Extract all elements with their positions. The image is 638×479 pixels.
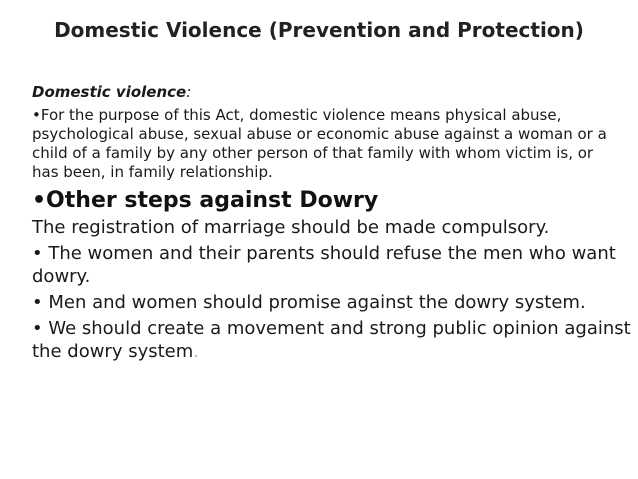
point-registration: The registration of marriage should be made compulsory. bbox=[32, 217, 550, 238]
section-heading: •Other steps against Dowry bbox=[32, 188, 379, 213]
point-refuse-dowry: • The women and their parents should refuse the men who want dowry. bbox=[32, 243, 616, 287]
subheading-text: Domestic violence bbox=[32, 83, 187, 101]
definition-paragraph: •For the purpose of this Act, domestic violence means physical abuse, psychological abuse, sexual abuse or economic abuse against a woman or a child of a family by any other person of that family with whom victim is, or has been, in family relationship. bbox=[32, 106, 607, 181]
point-promise: • Men and women should promise against the dowry system. bbox=[32, 292, 586, 313]
point-movement bbox=[32, 317, 632, 363]
point-movement-end: . bbox=[193, 341, 200, 362]
subheading bbox=[32, 82, 632, 102]
slide-title: Domestic Violence (Prevention and Protection) bbox=[54, 18, 584, 42]
slide-content bbox=[32, 82, 632, 363]
subheading-colon: : bbox=[186, 83, 192, 101]
point-movement-text: • We should create a movement and strong public opinion against the dowry system bbox=[32, 318, 631, 362]
